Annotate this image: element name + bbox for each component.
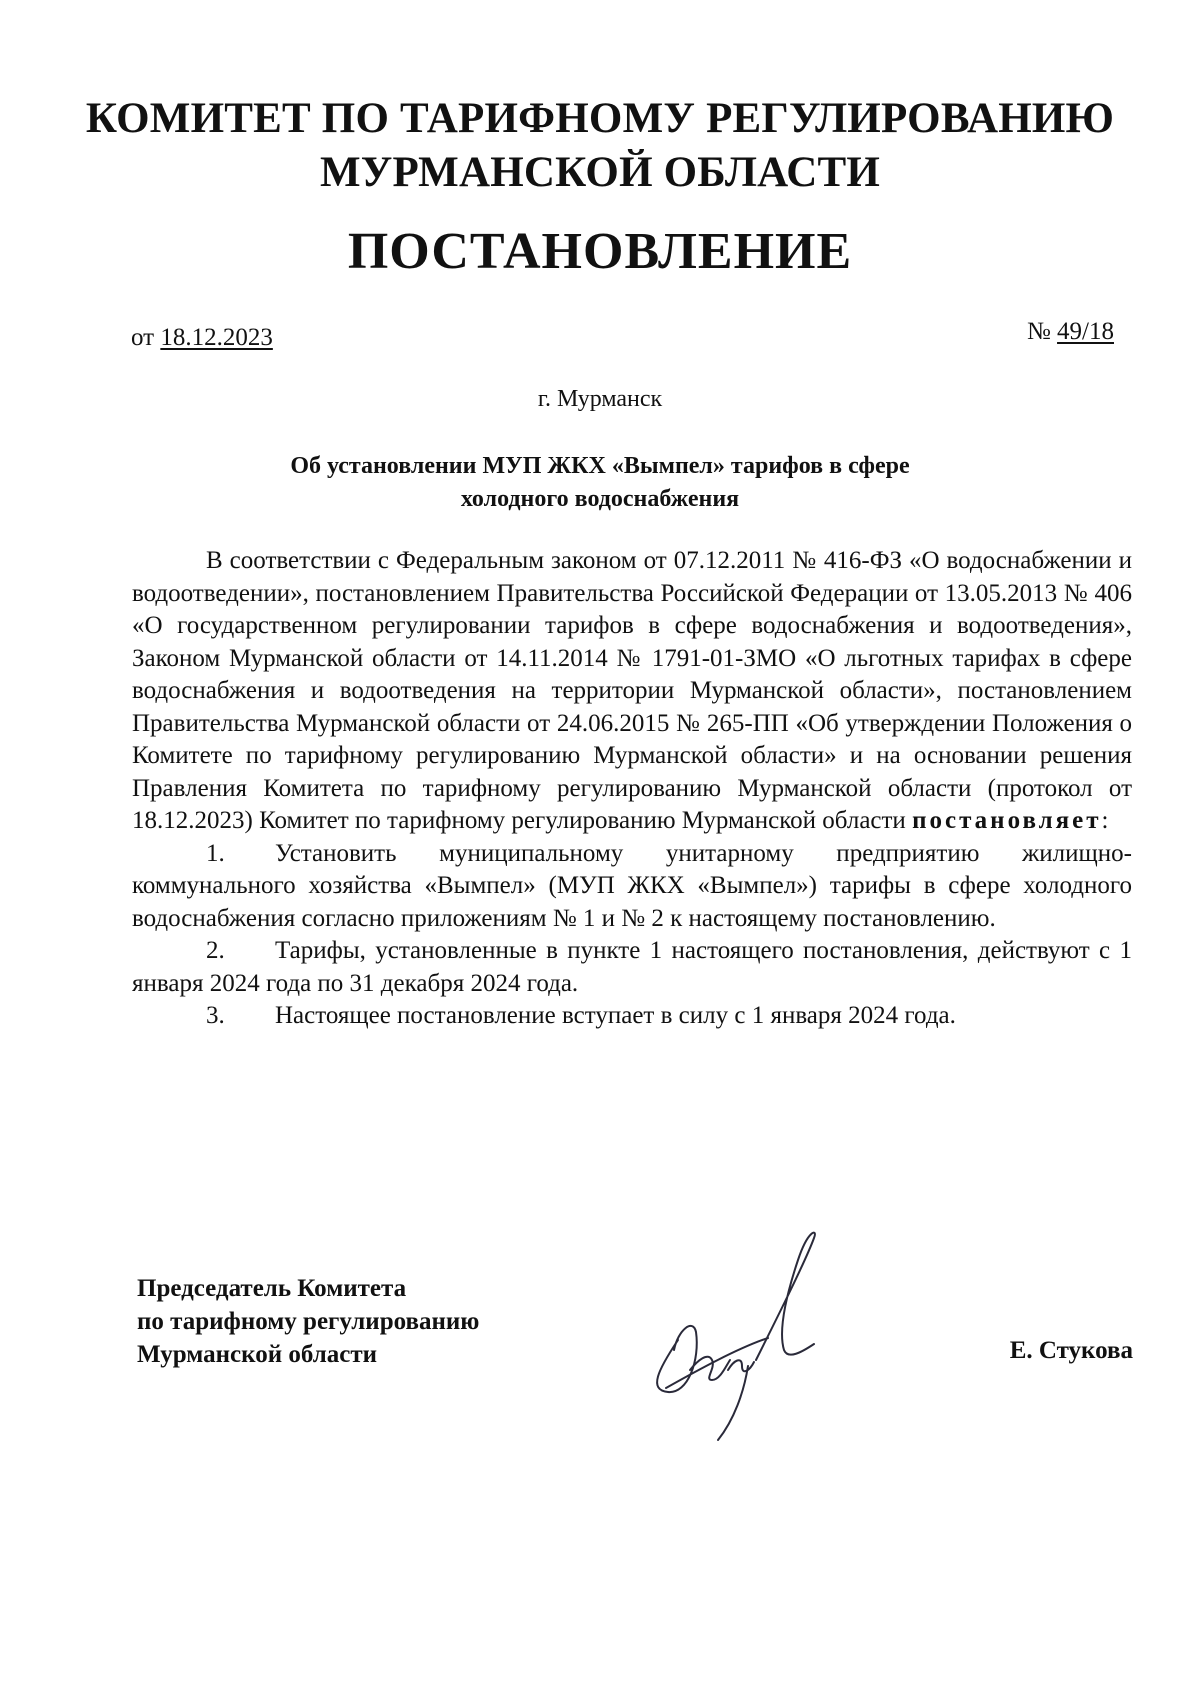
signatory-title-line1: Председатель Комитета xyxy=(137,1275,407,1302)
clause-text: Настоящее постановление вступает в силу с 1 января 2024 года. xyxy=(275,1002,956,1029)
resolves-word: постановляет xyxy=(912,807,1102,834)
clause-text: Тарифы, установленные в пункте 1 настоящего постановления, действуют с 1 января 2024 года по 31 декабря 2024 года. xyxy=(132,937,1132,997)
signatory-name: Е. Стукова xyxy=(1009,1337,1133,1364)
city: г. Мурманск xyxy=(537,386,663,412)
organization-name-line1: КОМИТЕТ ПО ТАРИФНОМУ РЕГУЛИРОВАНИЮ xyxy=(85,95,1115,142)
document-subject xyxy=(0,450,1200,516)
organization-name xyxy=(0,92,1200,200)
resolves-colon: : xyxy=(1101,807,1109,834)
date-prefix: от xyxy=(131,324,155,351)
number-value: 49/18 xyxy=(1057,318,1114,345)
document-body xyxy=(132,545,1132,1033)
clause-2 xyxy=(132,935,1132,1000)
signatory-title-line2: по тарифному регулированию xyxy=(137,1308,480,1335)
clause-text: Установить муниципальному унитарному предприятию жилищно-коммунального хозяйства «Вымпел» (МУП ЖКХ «Вымпел») тарифы в сфере холодного водоснабжения согласно приложениям № 1 и № 2 к настоящему постановлению. xyxy=(132,839,1132,932)
document-type-title: ПОСТАНОВЛЕНИЕ xyxy=(347,223,853,280)
subject-line1: Об установлении МУП ЖКХ «Вымпел» тарифов в сфере xyxy=(290,453,910,479)
preamble-text: В соответствии с Федеральным законом от 07.12.2011 № 416-ФЗ «О водоснабжении и водоотведении», постановлением Правительства Российской Федерации от 13.05.2013 № 406 «О государственном регулировании тарифов в сфере водоснабжения и водоотведения», Законом Мурманской области от 14.11.2014 № 1791-01-ЗМО «О льготных тарифах в сфере водоснабжения и водоотведения на территории Мурманской области», постановлением Правительства Мурманской области от 24.06.2015 № 265-ПП «Об утверждении Положения о Комитете по тарифному регулированию Мурманской области» и на основании решения Правления Комитета по тарифному регулированию Мурманской области (протокол от 18.12.2023) Комитет по тарифному регулированию Мурманской области xyxy=(132,547,1132,834)
clause-3 xyxy=(132,1000,1132,1033)
subject-line2: холодного водоснабжения xyxy=(460,486,740,512)
clause-1 xyxy=(132,838,1132,936)
document-date xyxy=(131,324,273,352)
date-value: 18.12.2023 xyxy=(160,324,273,351)
signatory-title xyxy=(137,1272,479,1371)
signatory-title-line3: Мурманской области xyxy=(137,1341,378,1368)
clause-number: 1. xyxy=(206,839,225,867)
organization-name-line2: МУРМАНСКОЙ ОБЛАСТИ xyxy=(319,149,881,196)
clause-number: 3. xyxy=(206,1002,225,1029)
clause-number: 2. xyxy=(206,937,225,964)
document-number xyxy=(1027,318,1114,346)
number-prefix: № xyxy=(1026,318,1051,345)
preamble-paragraph xyxy=(132,545,1132,838)
handwritten-signature xyxy=(638,1220,868,1450)
